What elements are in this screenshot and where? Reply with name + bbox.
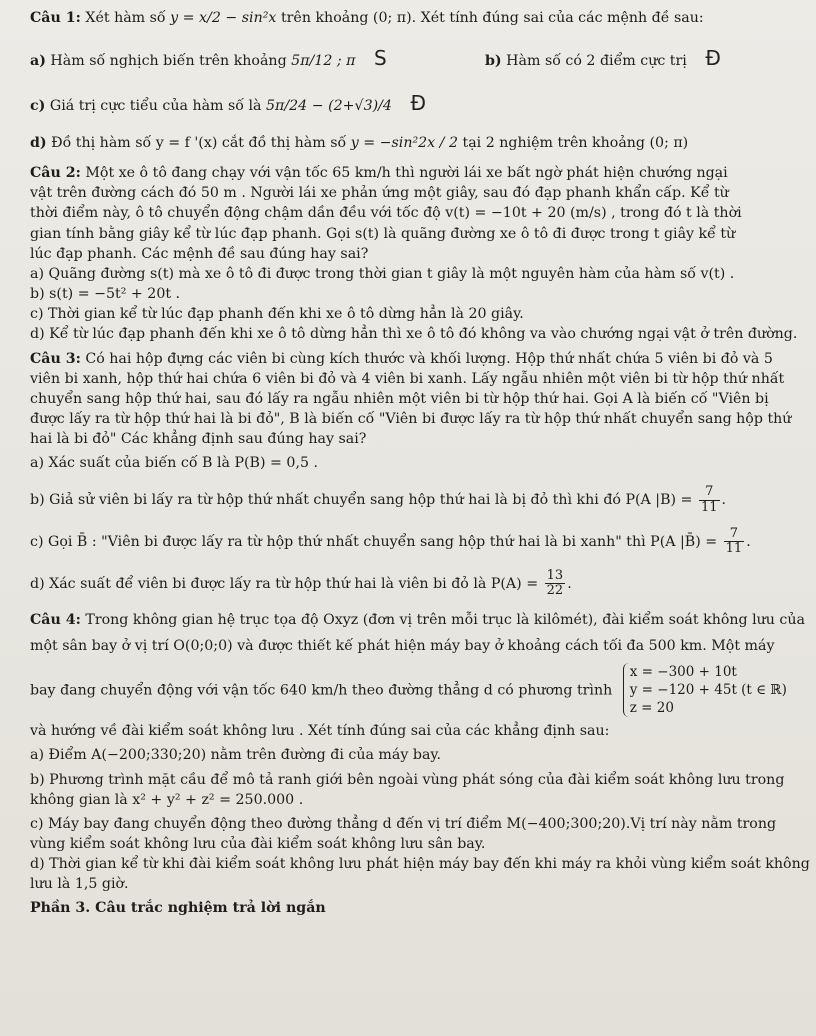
q1-item-c: c) Giá trị cực tiểu của hàm số là 5π/24 − (2+√3)/4 Đ [30, 90, 426, 115]
q2-paragraph-3: thời điểm này, ô tô chuyển động chậm dần đều với tốc độ v(t) = −10t + 20 (m/s) , trong đó t là thời [30, 205, 742, 222]
q4-item-b-line1: b) Phương trình mặt cầu để mô tả ranh giới bên ngoài vùng phát sóng của đài kiểm soát không lưu trong [30, 771, 785, 788]
q4-item-d-line2: lưu là 1,5 giờ. [30, 876, 129, 893]
q4-paragraph-3: bay đang chuyển động với vận tốc 640 km/h theo đường thẳng d có phương trình x = −300 + 10t y = −120 + 45t (t ∈ ℝ) z = 20 [30, 663, 787, 716]
line-equation-system: x = −300 + 10t y = −120 + 45t (t ∈ ℝ) z = 20 [623, 663, 787, 718]
q1-intro: Câu 1: Xét hàm số y = x/2 − sin²x trên khoảng (0; π). Xét tính đúng sai của các mệnh đề sau: [30, 10, 704, 26]
fraction: $\frac{7}{11}$ [700, 484, 718, 515]
q1-function: y = x/2 − sin²x [170, 10, 277, 26]
q2-paragraph-4: gian tính bằng giây kể từ lúc đạp phanh. Gọi s(t) là quãng đường xe ô tô đi được trong t giây kể từ [30, 225, 736, 242]
q3-paragraph-5: hai là bi đỏ" Các khẳng định sau đúng hay sai? [30, 431, 367, 448]
q1-a-interval: 5π/12 ; π [291, 53, 356, 70]
q2-item-c: c) Thời gian kể từ lúc đạp phanh đến khi xe ô tô dừng hẳn là 20 giây. [30, 306, 524, 323]
q1-item-d: d) Đồ thị hàm số y = f '(x) cắt đồ thị hàm số y = −sin²2x / 2 tại 2 nghiệm trên khoảng (0; π) [30, 134, 689, 151]
q2-item-d: d) Kể từ lúc đạp phanh đến khi xe ô tô dừng hẳn thì xe ô tô đó không va vào chướng ngại vật ở trên đường. [30, 326, 798, 343]
q3-item-c: c) Gọi B̄ : "Viên bi được lấy ra từ hộp thứ nhất chuyển sang hộp thứ hai là bi xanh" thì P(A |B̄) = $\frac{7}{11}$ . [30, 526, 751, 557]
q2-item-a: a) Quãng đường s(t) mà xe ô tô đi được trong thời gian t giây là một nguyên hàm của hàm số v(t) . [30, 265, 735, 282]
q3-item-d: d) Xác suất để viên bi được lấy ra từ hộp thứ hai là viên bi đỏ là P(A) = $\frac{13}{22}$ . [30, 567, 572, 598]
part3-heading: Phần 3. Câu trắc nghiệm trả lời ngắn [30, 900, 326, 917]
q1-item-a: a) Hàm số nghịch biến trên khoảng 5π/12 ; π S b) Hàm số có 2 điểm cực trị Đ [30, 44, 796, 72]
q2-item-b: b) s(t) = −5t² + 20t . [30, 286, 181, 303]
q3-paragraph-2: viên bi xanh, hộp thứ hai chứa 6 viên bi đỏ và 4 viên bi xanh. Lấy ngẫu nhiên một viên bi từ hộp thứ nhất [30, 370, 785, 387]
q4-item-c-line2: vùng kiểm soát không lưu của đài kiểm soát không lưu sân bay. [30, 835, 486, 852]
q4-paragraph-4: và hướng về đài kiểm soát không lưu . Xét tính đúng sai của các khẳng định sau: [30, 723, 610, 740]
q3-paragraph-3: chuyển sang hộp thứ hai, sau đó lấy ra ngẫu nhiên một viên bi từ hộp thứ hai. Gọi A là biến cố "Viên bị [30, 390, 769, 407]
q1-c-value: 5π/24 − (2+√3)/4 [266, 97, 392, 114]
fraction: $\frac{7}{11}$ [725, 526, 743, 557]
handwritten-mark-b: Đ [705, 46, 721, 71]
q4-paragraph-2: một sân bay ở vị trí O(0;0;0) và được thiết kế phát hiện máy bay ở khoảng cách tối đa 500 km. Một máy [30, 638, 775, 655]
q3-item-b: b) Giả sử viên bi lấy ra từ hộp thứ nhất chuyển sang hộp thứ hai là bị đỏ thì khi đó P(A |B) = $\frac{7}{11}$ . [30, 484, 727, 515]
q3-paragraph-4: được lấy ra từ hộp thứ hai là bi đỏ", B là biến cố "Viên bi được lấy ra từ hộp thứ nhất chuyển sang hộp thứ [30, 410, 792, 427]
q2-paragraph-1: Câu 2: Một xe ô tô đang chạy với vận tốc 65 km/h thì người lái xe bất ngờ phát hiện chướng ngại [30, 165, 728, 182]
q3-item-a: a) Xác suất của biến cố B là P(B) = 0,5 . [30, 455, 318, 472]
q4-item-c-line1: c) Máy bay đang chuyển động theo đường thẳng d đến vị trí điểm M(−400;300;20).Vị trí này nằm trong [30, 815, 777, 832]
q4-paragraph-1: Câu 4: Trong không gian hệ trục tọa độ Oxyz (đơn vị trên mỗi trục là kilômét), đài kiểm soát không lưu của [30, 612, 805, 629]
q4-item-b-line2: không gian là x² + y² + z² = 250.000 . [30, 791, 304, 808]
handwritten-mark-c: Đ [410, 90, 426, 115]
q2-paragraph-2: vật trên đường cách đó 50 m . Người lái xe phản ứng một giây, sau đó đạp phanh khẩn cấp. Kể từ [30, 185, 729, 202]
q4-item-d-line1: d) Thời gian kể từ khi đài kiểm soát không lưu phát hiện máy bay đến khi máy ra khỏi vùng kiểm soát không [30, 856, 810, 873]
q1-d-function: y = −sin²2x / 2 [350, 134, 458, 151]
fraction: $\frac{13}{22}$ [546, 567, 564, 598]
q3-paragraph-1: Câu 3: Có hai hộp đựng các viên bi cùng kích thước và khối lượng. Hộp thứ nhất chứa 5 viên bi đỏ và 5 [30, 350, 773, 367]
q1-item-b: b) Hàm số có 2 điểm cực trị Đ [485, 46, 721, 71]
q4-item-a: a) Điểm A(−200;330;20) nằm trên đường đi của máy bay. [30, 747, 442, 764]
q2-paragraph-5: lúc đạp phanh. Các mệnh đề sau đúng hay sai? [30, 245, 369, 262]
handwritten-mark-a: S [374, 46, 387, 71]
